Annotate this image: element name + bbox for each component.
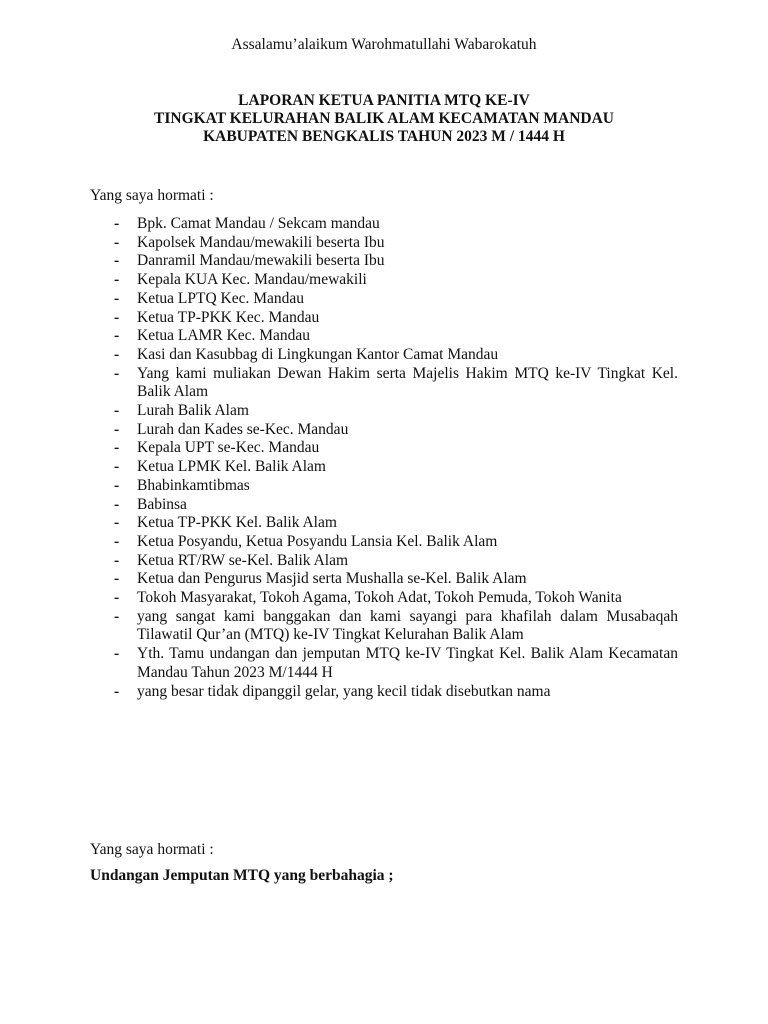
recipient-text: Lurah Balik Alam	[137, 402, 249, 420]
title-line-1: LAPORAN KETUA PANITIA MTQ KE-IV	[238, 92, 530, 109]
salutation-heading-second: Yang saya hormati :	[90, 841, 214, 858]
bullet-dash: -	[114, 589, 120, 607]
recipient-item	[90, 252, 678, 271]
salutation-heading: Yang saya hormati :	[90, 187, 214, 204]
recipient-text: Tokoh Masyarakat, Tokoh Agama, Tokoh Adat, Tokoh Pemuda, Tokoh Wanita	[137, 589, 622, 607]
recipient-text: Ketua RT/RW se-Kel. Balik Alam	[137, 551, 349, 569]
recipient-text: Danramil Mandau/mewakili beserta Ibu	[137, 252, 385, 270]
bullet-dash: -	[114, 607, 120, 625]
bullet-dash: -	[114, 327, 120, 345]
bullet-dash: -	[114, 271, 120, 289]
recipient-item	[90, 570, 678, 589]
bullet-dash: -	[114, 345, 120, 363]
recipient-item	[90, 645, 678, 682]
recipient-item	[90, 552, 678, 571]
bullet-dash: -	[114, 476, 120, 494]
recipient-text: Bhabinkamtibmas	[137, 476, 250, 494]
recipient-text: Ketua LAMR Kec. Mandau	[137, 327, 311, 345]
bullet-dash: -	[114, 402, 120, 420]
recipient-text: Babinsa	[137, 495, 187, 513]
recipient-item	[90, 683, 678, 702]
recipient-item	[90, 215, 678, 234]
recipient-item	[90, 458, 678, 477]
recipient-item	[90, 439, 678, 458]
recipient-item	[90, 290, 678, 309]
recipient-item	[90, 346, 678, 365]
bullet-dash: -	[114, 532, 120, 550]
recipient-item	[90, 533, 678, 552]
recipient-text: Ketua TP-PKK Kec. Mandau	[137, 308, 320, 326]
bullet-dash: -	[114, 551, 120, 569]
bullet-dash: -	[114, 439, 120, 457]
recipient-item	[90, 402, 678, 421]
closing-line: Undangan Jemputan MTQ yang berbahagia ;	[90, 867, 394, 884]
recipient-item	[90, 589, 678, 608]
recipient-text: Yang kami muliakan Dewan Hakim serta Majelis Hakim MTQ ke-IV Tingkat Kel. Balik Alam	[137, 364, 678, 401]
recipient-text: Bpk. Camat Mandau / Sekcam mandau	[137, 215, 380, 232]
recipient-text: Lurah dan Kades se-Kec. Mandau	[137, 420, 349, 438]
recipient-item	[90, 234, 678, 253]
recipient-text: Ketua TP-PKK Kel. Balik Alam	[137, 514, 337, 532]
title-line-3: KABUPATEN BENGKALIS TAHUN 2023 M / 1444 H	[203, 128, 565, 145]
bullet-dash: -	[114, 645, 120, 663]
recipient-text: Kepala UPT se-Kec. Mandau	[137, 439, 320, 457]
bullet-dash: -	[114, 308, 120, 326]
recipient-text: Ketua Posyandu, Ketua Posyandu Lansia Kel. Balik Alam	[137, 532, 498, 550]
bullet-dash: -	[114, 289, 120, 307]
recipient-text: Ketua LPMK Kel. Balik Alam	[137, 458, 326, 476]
bullet-dash: -	[114, 420, 120, 438]
recipient-item	[90, 421, 678, 440]
bullet-dash: -	[114, 215, 120, 232]
bullet-dash: -	[114, 682, 120, 700]
recipient-item	[90, 271, 678, 290]
recipient-text: Ketua LPTQ Kec. Mandau	[137, 289, 305, 307]
recipient-text: Ketua dan Pengurus Masjid serta Mushalla se-Kel. Balik Alam	[137, 570, 527, 588]
bullet-dash: -	[114, 233, 120, 251]
bullet-dash: -	[114, 458, 120, 476]
recipient-item	[90, 477, 678, 496]
recipient-list	[90, 215, 678, 701]
bullet-dash: -	[114, 252, 120, 270]
recipient-item	[90, 365, 678, 402]
bullet-dash: -	[114, 364, 120, 382]
recipient-item	[90, 309, 678, 328]
recipient-text: Yth. Tamu undangan dan jemputan MTQ ke-IV Tingkat Kel. Balik Alam Kecamatan Mandau Tahun 2023 M/1444 H	[137, 645, 678, 681]
recipient-item	[90, 608, 678, 645]
report-title	[0, 92, 768, 146]
bullet-dash: -	[114, 495, 120, 513]
recipient-item	[90, 496, 678, 515]
recipient-item	[90, 514, 678, 533]
recipient-text: Kepala KUA Kec. Mandau/mewakili	[137, 271, 367, 289]
recipient-item	[90, 327, 678, 346]
bullet-dash: -	[114, 570, 120, 588]
recipient-text: Kapolsek Mandau/mewakili beserta Ibu	[137, 233, 385, 251]
bullet-dash: -	[114, 514, 120, 532]
opening-greeting: Assalamu’alaikum Warohmatullahi Wabarokatuh	[231, 36, 537, 53]
recipient-text: yang sangat kami banggakan dan kami sayangi para khafilah dalam Musabaqah Tilawatil Qur’an (MTQ) ke-IV Tingkat Kelurahan Balik Alam	[137, 607, 678, 644]
title-line-2: TINGKAT KELURAHAN BALIK ALAM KECAMATAN MANDAU	[154, 110, 614, 127]
recipient-text: Kasi dan Kasubbag di Lingkungan Kantor Camat Mandau	[137, 345, 499, 363]
recipient-text: yang besar tidak dipanggil gelar, yang kecil tidak disebutkan nama	[137, 682, 551, 700]
